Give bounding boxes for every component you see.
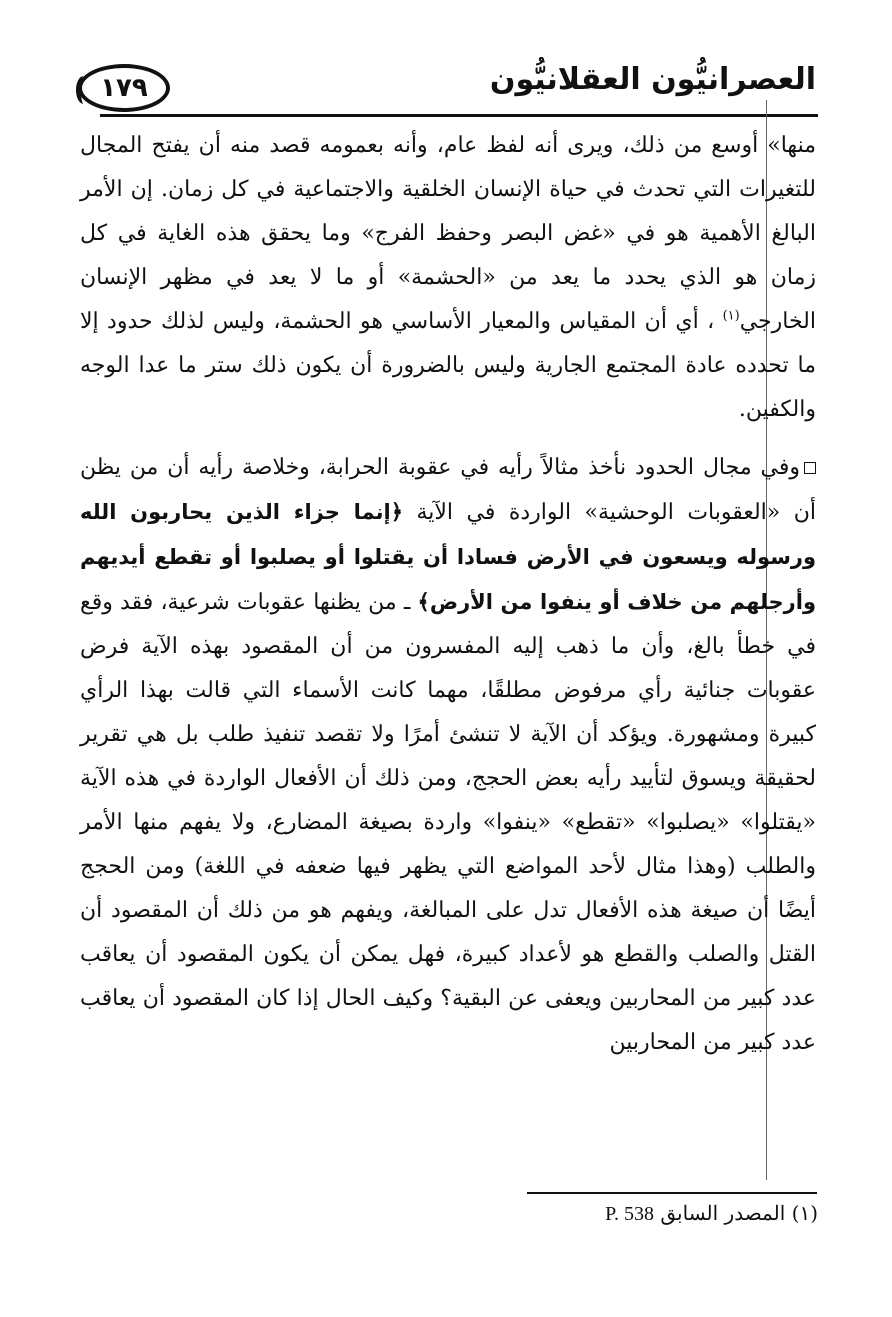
paragraph-1 — [80, 124, 816, 432]
square-bullet-icon — [804, 462, 816, 474]
footnote-page-reference: P. 538 — [605, 1203, 654, 1225]
footnote-rule — [527, 1192, 817, 1194]
footnote — [605, 1201, 818, 1226]
footnote-marker: (١) — [791, 1201, 818, 1225]
paragraph-2-start: وفي مجال الحدود نأخذ مثالاً رأيه في عقوبة الحرابة، وخلاصة رأيه أن من يظن أن «العقوبات الوحشية» الواردة في الآية — [80, 455, 816, 525]
main-text — [80, 124, 816, 1065]
paragraph-2-end: ـ من يظنها عقوبات شرعية، فقد وقع في خطأ بالغ، وأن ما ذهب إليه المفسرون من أن المقصود بهذه الآية فرض عقوبات جنائية رأي مرفوض مطلقًا، مهما كانت الأسماء التي قالت بهذا الرأي كبيرة ومشهورة. ويؤكد أن الآية لا تنشئ أمرًا ولا تقصد تنفيذ طلب بل هي تقرير لحقيقة ويسوق لتأييد رأيه بعض الحجج، ومن ذلك أن الأفعال الواردة في هذه الآية «يقتلوا» «يصلبوا» «تقطع» «ينفوا» واردة بصيغة المضارع، ولا يفهم منها الأمر والطلب (وهذا مثال لأحد المواضع التي يظهر فيها ضعفه في اللغة) ومن الحجج أيضًا أن صيغة هذه الأفعال تدل على المبالغة، ويفهم هو من ذلك أن المقصود أن القتل والصلب والقطع هو لأعداد كبيرة، فهل يمكن أن يكون المقصود أن يعاقب عدد كبير من المحاربين ويعفى عن البقية؟ وكيف الحال إذا كان المقصود أن يعاقب عدد كبير من المحاربين — [80, 590, 816, 1055]
page-number-badge — [78, 64, 170, 112]
paragraph-2 — [80, 446, 816, 1065]
footnote-text: المصدر السابق — [660, 1201, 786, 1225]
page-number: ١٧٩ — [100, 73, 148, 103]
book-title: العصرانيُّون العقلانيُّون — [489, 62, 816, 97]
header-rule — [100, 114, 818, 117]
quran-verse: ﴿إنما جزاء الذين يحاربون الله ورسوله ويسعون في الأرض فسادا أن يقتلوا أو يصلبوا أو تقطع أيديهم وأرجلهم من خلاف أو ينفوا من الأرض﴾ — [80, 500, 817, 614]
footnote-reference: (١) — [722, 308, 740, 324]
paragraph-1-text: منها» أوسع من ذلك، ويرى أنه لفظ عام، وأنه بعمومه قصد منه أن يفتح المجال للتغيرات التي تحدث في حياة الإنسان الخلقية والاجتماعية في كل زمان. إن الأمر البالغ الأهمية هو في «غض البصر وحفظ الفرج» وما يحقق هذه الغاية في كل زمان هو الذي يحدد ما يعد من «الحشمة» أو ما لا يعد في مظهر الإنسان الخارجي — [80, 133, 816, 334]
paragraph-1-end: ، أي أن المقياس والمعيار الأساسي هو الحشمة، وليس لذلك حدود إلا ما تحدده عادة المجتمع الجارية وليس بالضرورة أن يكون ذلك ستر ما عدا الوجه والكفين. — [80, 309, 816, 422]
